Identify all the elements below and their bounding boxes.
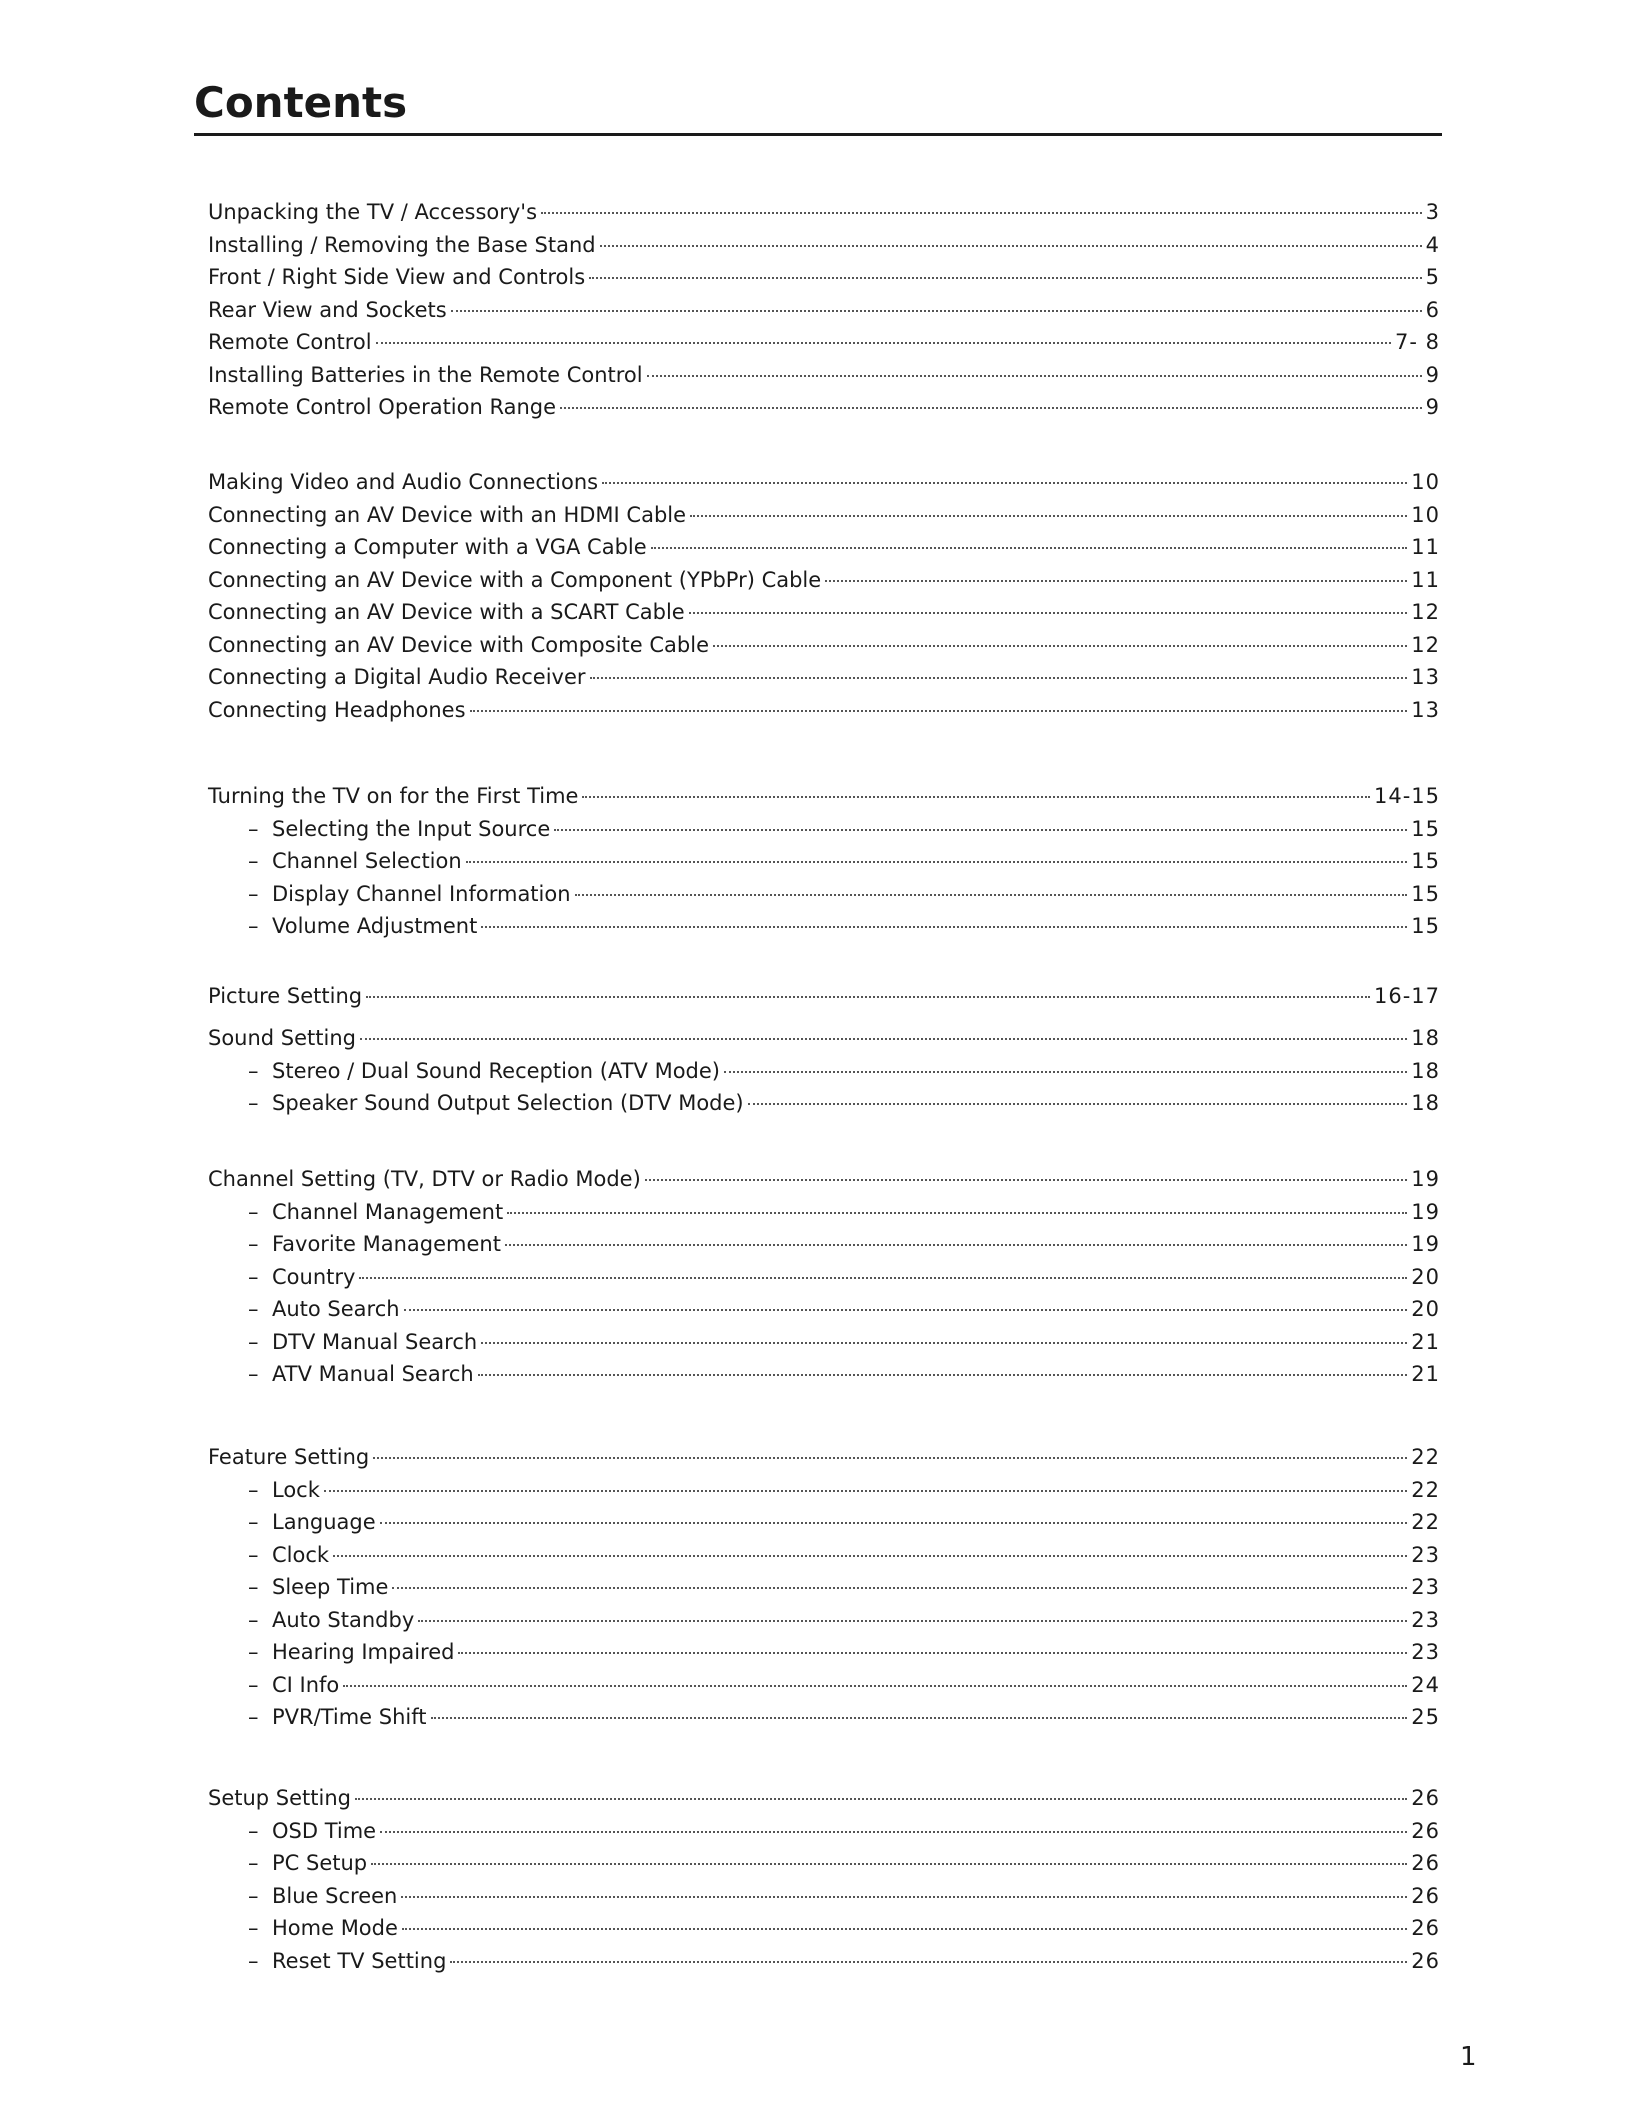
dash-marker: –: [248, 816, 259, 841]
toc-entry[interactable]: [208, 1022, 1440, 1054]
toc-label: Channel Selection: [272, 849, 462, 873]
toc-label: PC Setup: [272, 1851, 368, 1875]
toc-page-number: 12: [1411, 600, 1440, 624]
dot-leader: [392, 1587, 1407, 1589]
dash-marker: –: [248, 1948, 259, 1973]
toc-subentry[interactable]: [208, 1506, 1440, 1538]
toc-subentry[interactable]: [208, 1293, 1440, 1325]
toc-label: Speaker Sound Output Selection (DTV Mode): [272, 1091, 744, 1115]
toc-label-wrap: [208, 196, 537, 228]
toc-label-wrap: [208, 813, 550, 845]
toc-label: Sound Setting: [208, 1026, 356, 1050]
toc-label-wrap: [208, 1571, 388, 1603]
toc-label: Making Video and Audio Connections: [208, 470, 599, 494]
toc-page-number: 15: [1411, 914, 1440, 938]
toc-page-number: 11: [1411, 567, 1440, 592]
toc-entry[interactable]: [208, 229, 1440, 261]
toc-subentry[interactable]: [208, 1261, 1440, 1293]
toc-entry[interactable]: [208, 531, 1440, 563]
dot-leader: [466, 861, 1408, 863]
toc-label: Remote Control Operation Range: [208, 395, 557, 419]
toc-label: Country: [272, 1264, 356, 1289]
toc-subentry[interactable]: [208, 1055, 1440, 1087]
dot-leader: [689, 612, 1408, 614]
toc-label: Connecting an AV Device with Composite Cable: [208, 632, 709, 657]
dash-marker: –: [248, 1575, 259, 1599]
toc-label: Favorite Management: [272, 1232, 501, 1256]
dot-leader: [554, 829, 1407, 831]
toc-label: Channel Management: [272, 1199, 504, 1224]
dot-leader: [333, 1555, 1407, 1557]
dot-leader: [825, 580, 1407, 582]
toc-label: Display Channel Information: [272, 881, 571, 906]
toc-subentry[interactable]: [208, 1912, 1440, 1944]
toc-page-number: 23: [1411, 1575, 1440, 1599]
toc-page-number: 24: [1411, 1672, 1440, 1697]
toc-page-number: 13: [1411, 697, 1440, 722]
dot-leader: [560, 407, 1422, 409]
toc-label: Rear View and Sockets: [208, 297, 447, 322]
title-rule: [194, 133, 1442, 136]
toc-label: Unpacking the TV / Accessory's: [208, 200, 538, 224]
toc-label: Connecting an AV Device with an HDMI Cable: [208, 502, 687, 527]
toc-label-wrap: [208, 629, 709, 661]
dot-leader: [481, 926, 1407, 928]
toc-page-number: 21: [1411, 1362, 1440, 1386]
toc-entry[interactable]: [208, 261, 1440, 293]
toc-subentry[interactable]: [208, 1228, 1440, 1260]
dot-leader: [645, 1179, 1407, 1181]
toc-label: PVR/Time Shift: [272, 1705, 427, 1729]
toc-label-wrap: [208, 661, 586, 693]
toc-label-wrap: [208, 466, 598, 498]
toc-label: Connecting an AV Device with a SCART Cable: [208, 600, 685, 624]
toc-entry[interactable]: [208, 596, 1440, 628]
dot-leader: [359, 1277, 1407, 1279]
toc-page-number: 26: [1411, 1883, 1440, 1908]
dot-leader: [404, 1309, 1408, 1311]
dash-marker: –: [248, 1297, 259, 1321]
toc-label-wrap: [208, 326, 372, 358]
toc-label: Sleep Time: [272, 1575, 389, 1599]
dash-marker: –: [248, 1916, 259, 1940]
toc-label: Turning the TV on for the First Time: [208, 784, 579, 808]
toc-label-wrap: [208, 1261, 355, 1293]
toc-label: Language: [272, 1510, 376, 1534]
toc-label-wrap: [208, 694, 466, 726]
toc-subentry[interactable]: [208, 813, 1440, 845]
dot-leader: [343, 1685, 1407, 1687]
toc-label-wrap: [208, 1669, 339, 1701]
toc-entry[interactable]: [208, 1782, 1440, 1814]
toc-label: Connecting Headphones: [208, 697, 466, 722]
dash-marker: –: [248, 1672, 259, 1697]
toc-entry[interactable]: [208, 1163, 1440, 1195]
toc-label: Auto Standby: [272, 1607, 415, 1632]
toc-label-wrap: [208, 1945, 446, 1977]
toc-label: Connecting a Digital Audio Receiver: [208, 665, 586, 689]
toc-label-wrap: [208, 1087, 744, 1119]
toc-subentry[interactable]: [208, 845, 1440, 877]
toc-label: Lock: [272, 1477, 320, 1502]
toc-label: Hearing Impaired: [272, 1640, 455, 1664]
toc-page-number: 18: [1411, 1026, 1440, 1050]
toc-label-wrap: [208, 1022, 356, 1054]
toc-page-number: 22: [1411, 1445, 1440, 1469]
toc-subentry[interactable]: [208, 1815, 1440, 1847]
dot-leader: [575, 894, 1408, 896]
dot-leader: [600, 245, 1422, 247]
toc-label: Blue Screen: [272, 1883, 398, 1908]
dash-marker: –: [248, 1818, 259, 1843]
dash-marker: –: [248, 1199, 259, 1224]
dot-leader: [470, 710, 1408, 712]
dot-leader: [450, 1961, 1407, 1963]
dot-leader: [431, 1717, 1408, 1719]
toc-label: Installing / Removing the Base Stand: [208, 232, 596, 257]
toc-entry[interactable]: [208, 499, 1440, 531]
toc-label-wrap: [208, 596, 685, 628]
toc-label-wrap: [208, 531, 647, 563]
toc-label-wrap: [208, 1701, 427, 1733]
toc-entry[interactable]: [208, 694, 1440, 726]
toc-subentry[interactable]: [208, 1636, 1440, 1668]
dot-leader: [651, 547, 1408, 549]
page-number: 1: [1460, 2042, 1477, 2072]
toc-page-number: 21: [1411, 1329, 1440, 1354]
toc-subentry[interactable]: [208, 1701, 1440, 1733]
toc-page-number: 25: [1411, 1705, 1440, 1729]
toc-label-wrap: [208, 564, 821, 596]
toc-label-wrap: [208, 229, 596, 261]
dot-leader: [690, 515, 1407, 517]
toc-label-wrap: [208, 878, 571, 910]
dot-leader: [376, 342, 1391, 344]
toc-label: DTV Manual Search: [272, 1329, 478, 1354]
toc-label-wrap: [208, 359, 643, 391]
toc-entry[interactable]: [208, 196, 1440, 228]
toc-page-number: 20: [1411, 1264, 1440, 1289]
toc-page-number: 23: [1411, 1607, 1440, 1632]
toc-label-wrap: [208, 1539, 329, 1571]
toc-label-wrap: [208, 1474, 320, 1506]
toc-label: Remote Control: [208, 330, 372, 354]
toc-label: Setup Setting: [208, 1786, 351, 1810]
toc-label-wrap: [208, 1880, 397, 1912]
toc-page-number: 7- 8: [1395, 330, 1440, 354]
dot-leader: [458, 1652, 1407, 1654]
dot-leader: [647, 375, 1422, 377]
toc-label-wrap: [208, 1163, 641, 1195]
toc-page-number: 5: [1425, 265, 1440, 289]
toc-label-wrap: [208, 845, 462, 877]
toc-page-number: 23: [1411, 1542, 1440, 1567]
toc-label-wrap: [208, 499, 686, 531]
toc-page-number: 16-17: [1373, 984, 1440, 1008]
toc-entry[interactable]: [208, 564, 1440, 596]
toc-page-number: 9: [1425, 395, 1440, 419]
toc-page-number: 15: [1411, 881, 1440, 906]
toc-label: Installing Batteries in the Remote Control: [208, 362, 643, 387]
toc-page-number: 26: [1411, 1786, 1440, 1810]
dot-leader: [402, 1928, 1407, 1930]
dash-marker: –: [248, 1058, 259, 1083]
toc-label: Front / Right Side View and Controls: [208, 265, 586, 289]
toc-page-number: 19: [1411, 1167, 1440, 1191]
toc-page-number: 19: [1411, 1232, 1440, 1256]
toc-label: Feature Setting: [208, 1445, 370, 1469]
toc-label: Stereo / Dual Sound Reception (ATV Mode): [272, 1058, 720, 1083]
dot-leader: [478, 1374, 1408, 1376]
dash-marker: –: [248, 1264, 259, 1289]
dot-leader: [371, 1863, 1407, 1865]
dot-leader: [590, 677, 1408, 679]
toc-page-number: 15: [1411, 816, 1440, 841]
dash-marker: –: [248, 914, 259, 938]
toc-subentry[interactable]: [208, 1880, 1440, 1912]
dash-marker: –: [248, 1542, 259, 1567]
toc-label: Channel Setting (TV, DTV or Radio Mode): [208, 1167, 641, 1191]
toc-label: CI Info: [272, 1672, 340, 1697]
toc-label-wrap: [208, 1815, 376, 1847]
toc-page-number: 26: [1411, 1818, 1440, 1843]
toc-page-number: 6: [1425, 297, 1440, 322]
dash-marker: –: [248, 1362, 259, 1386]
dash-marker: –: [248, 1607, 259, 1632]
toc-subentry[interactable]: [208, 1669, 1440, 1701]
dot-leader: [582, 796, 1370, 798]
toc-page-number: 4: [1425, 232, 1440, 257]
toc-label: Connecting an AV Device with a Component (YPbPr) Cable: [208, 567, 822, 592]
toc-label-wrap: [208, 910, 477, 942]
toc-label: Auto Search: [272, 1297, 400, 1321]
toc-entry[interactable]: [208, 391, 1440, 423]
toc-subentry[interactable]: [208, 1358, 1440, 1390]
dot-leader: [380, 1831, 1407, 1833]
toc-entry[interactable]: [208, 780, 1440, 812]
toc-label-wrap: [208, 294, 447, 326]
toc-subentry[interactable]: [208, 910, 1440, 942]
toc-page-number: 15: [1411, 849, 1440, 873]
toc-page-number: 18: [1411, 1091, 1440, 1115]
dot-leader: [366, 996, 1370, 998]
toc-subentry[interactable]: [208, 1604, 1440, 1636]
toc-page-number: 9: [1425, 362, 1440, 387]
dot-leader: [713, 645, 1407, 647]
toc-page-number: 22: [1411, 1477, 1440, 1502]
toc-label-wrap: [208, 1782, 351, 1814]
toc-label-wrap: [208, 1636, 454, 1668]
toc-page-number: 19: [1411, 1199, 1440, 1224]
toc-entry[interactable]: [208, 326, 1440, 358]
dot-leader: [418, 1620, 1407, 1622]
toc-label-wrap: [208, 1506, 376, 1538]
dot-leader: [401, 1896, 1407, 1898]
toc-page-number: 3: [1425, 200, 1440, 224]
dash-marker: –: [248, 1883, 259, 1908]
toc-entry[interactable]: [208, 1441, 1440, 1473]
toc-label: ATV Manual Search: [272, 1362, 474, 1386]
toc-entry[interactable]: [208, 294, 1440, 326]
toc-subentry[interactable]: [208, 1087, 1440, 1119]
dash-marker: –: [248, 1091, 259, 1115]
toc-subentry[interactable]: [208, 1326, 1440, 1358]
dot-leader: [602, 482, 1407, 484]
toc-entry[interactable]: [208, 629, 1440, 661]
toc-label-wrap: [208, 1055, 720, 1087]
toc-subentry[interactable]: [208, 1571, 1440, 1603]
toc-label: Clock: [272, 1542, 330, 1567]
toc-page-number: 26: [1411, 1916, 1440, 1940]
toc-subentry[interactable]: [208, 1945, 1440, 1977]
toc-page-number: 26: [1411, 1948, 1440, 1973]
toc-label-wrap: [208, 1604, 414, 1636]
toc-label: Picture Setting: [208, 984, 363, 1008]
dot-leader: [481, 1342, 1407, 1344]
dot-leader: [541, 212, 1422, 214]
toc-label: Selecting the Input Source: [272, 816, 551, 841]
toc-label-wrap: [208, 780, 578, 812]
toc-page-number: 14-15: [1373, 784, 1440, 808]
toc-label-wrap: [208, 261, 585, 293]
toc-page-number: 11: [1411, 535, 1440, 559]
toc-label-wrap: [208, 1912, 398, 1944]
dot-leader: [589, 277, 1421, 279]
toc-entry[interactable]: [208, 466, 1440, 498]
toc-page-number: 18: [1411, 1058, 1440, 1083]
dot-leader: [505, 1244, 1407, 1246]
page-title: Contents: [194, 78, 408, 127]
toc-entry[interactable]: [208, 980, 1440, 1012]
toc-page-number: 26: [1411, 1851, 1440, 1875]
dash-marker: –: [248, 849, 259, 873]
toc-page-number: 13: [1411, 665, 1440, 689]
dot-leader: [355, 1798, 1407, 1800]
toc-label-wrap: [208, 980, 362, 1012]
toc-label: Home Mode: [272, 1916, 398, 1940]
dot-leader: [507, 1212, 1407, 1214]
toc-page-number: 10: [1411, 470, 1440, 494]
dash-marker: –: [248, 1851, 259, 1875]
toc-label-wrap: [208, 1358, 474, 1390]
dot-leader: [451, 310, 1422, 312]
toc-entry[interactable]: [208, 661, 1440, 693]
dot-leader: [324, 1490, 1407, 1492]
toc-subentry[interactable]: [208, 1474, 1440, 1506]
toc-label: Volume Adjustment: [272, 914, 478, 938]
toc-label: OSD Time: [272, 1818, 377, 1843]
toc-entry[interactable]: [208, 359, 1440, 391]
toc-subentry[interactable]: [208, 878, 1440, 910]
toc-label: Reset TV Setting: [272, 1948, 447, 1973]
toc-page-number: 20: [1411, 1297, 1440, 1321]
toc-label-wrap: [208, 1847, 367, 1879]
dash-marker: –: [248, 1232, 259, 1256]
toc-page-number: 22: [1411, 1510, 1440, 1534]
toc-subentry[interactable]: [208, 1196, 1440, 1228]
toc-subentry[interactable]: [208, 1847, 1440, 1879]
dot-leader: [360, 1038, 1407, 1040]
dash-marker: –: [248, 881, 259, 906]
toc-label-wrap: [208, 1228, 501, 1260]
toc-page-number: 10: [1411, 502, 1440, 527]
toc-label: Connecting a Computer with a VGA Cable: [208, 535, 647, 559]
toc-label-wrap: [208, 1293, 400, 1325]
dash-marker: –: [248, 1510, 259, 1534]
dash-marker: –: [248, 1329, 259, 1354]
dash-marker: –: [248, 1705, 259, 1729]
toc-page-number: 23: [1411, 1640, 1440, 1664]
toc-label-wrap: [208, 1326, 477, 1358]
toc-label-wrap: [208, 391, 556, 423]
dash-marker: –: [248, 1640, 259, 1664]
dot-leader: [380, 1522, 1408, 1524]
dot-leader: [724, 1071, 1407, 1073]
toc-label-wrap: [208, 1441, 369, 1473]
toc-subentry[interactable]: [208, 1539, 1440, 1571]
dash-marker: –: [248, 1477, 259, 1502]
dot-leader: [748, 1103, 1408, 1105]
toc-page-number: 12: [1411, 632, 1440, 657]
dot-leader: [373, 1457, 1407, 1459]
toc-label-wrap: [208, 1196, 503, 1228]
